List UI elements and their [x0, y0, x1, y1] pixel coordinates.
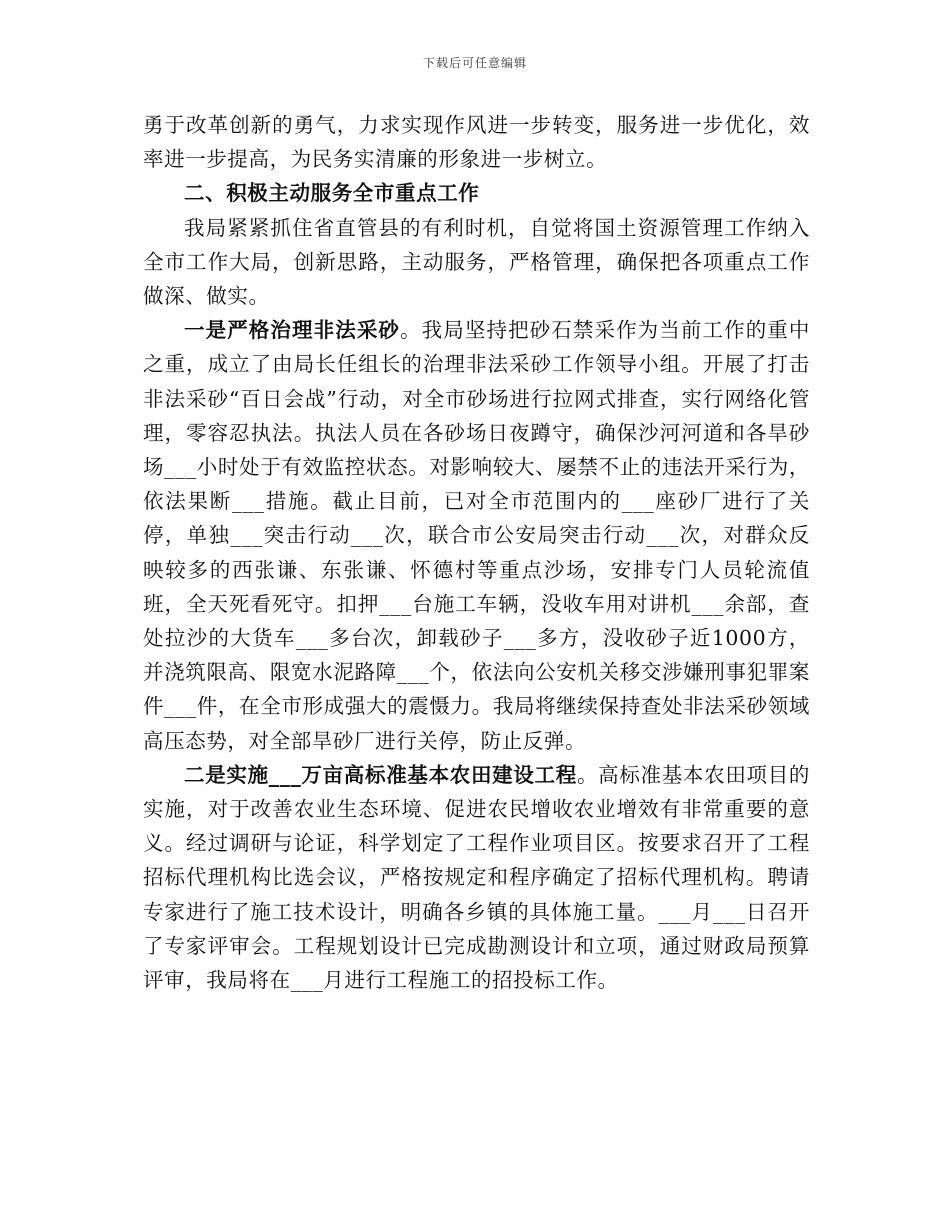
paragraph-body-farmland: 。高标准基本农田项目的实施，对于改善农业生态环境、促进农民增收农业增效有非常重要的意义。经过调研与论证，科学划定了工程作业项目区。按要求召开了工程招标代理机构比选会议，严格按规定和程序确定了招标代理机构。聘请专家进行了施工技术设计，明确各乡镇的具体施工量。___月___日召开了专家评审会。工程规划设计已完成勘测设计和立项，通过财政局预算评审，我局将在___月进行工程施工的招投标工作。 [143, 762, 810, 993]
paragraph-farmland [143, 758, 810, 997]
section-heading: 二、积极主动服务全市重点工作 [184, 181, 480, 206]
paragraph-lead-sand-mining: 一是严格治理非法采砂 [184, 318, 401, 343]
paragraph-continuation: 勇于改革创新的勇气，力求实现作风进一步转变，服务进一步优化，效率进一步提高，为民务实清廉的形象进一步树立。 [143, 113, 810, 172]
document-body [143, 108, 810, 997]
page-header: 下载后可任意编辑 [422, 56, 527, 70]
paragraph-intro: 我局紧紧抓住省直管县的有利时机，自觉将国土资源管理工作纳入全市工作大局，创新思路，主动服务，严格管理，确保把各项重点工作做深、做实。 [143, 215, 810, 309]
paragraph-sand-mining [143, 313, 810, 758]
paragraph-lead-farmland: 二是实施___万亩高标准基本农田建设工程 [184, 762, 577, 787]
paragraph-body-sand-mining: 。我局坚持把砂石禁采作为当前工作的重中之重，成立了由局长任组长的治理非法采砂工作领导小组。开展了打击非法采砂“百日会战”行动，对全市砂场进行拉网式排查，实行网络化管理，零容忍执法。执法人员在各砂场日夜蹲守，确保沙河河道和各旱砂场___小时处于有效监控状态。对影响较大、屡禁不止的违法开采行为，依法果断___措施。截止目前，已对全市范围内的___座砂厂进行了关停，单独___突击行动___次，联合市公安局突击行动___次，对群众反映较多的西张谦、东张谦、怀德村等重点沙场，安排专门人员轮流值班，全天死看死守。扣押___台施工车辆，没收车用对讲机___余部，查处拉沙的大货车___多台次，卸载砂子___多方，没收砂子近1000方，并浇筑限高、限宽水泥路障___个，依法向公安机关移交涉嫌刑事犯罪案件___件，在全市形成强大的震慑力。我局将继续保持查处非法采砂领域高压态势，对全部旱砂厂进行关停，防止反弹。 [143, 318, 811, 753]
